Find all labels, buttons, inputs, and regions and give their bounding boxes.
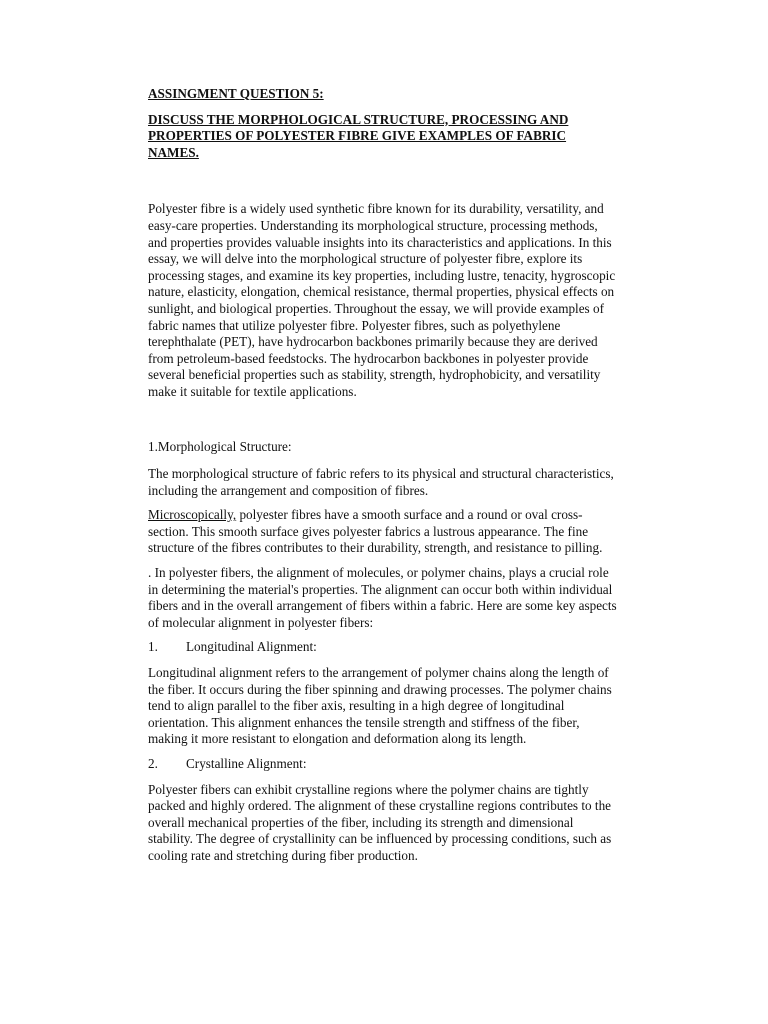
intro-paragraph: Polyester fibre is a widely used synthetic fibre known for its durability, versatility, and easy-care properties. Understanding its morphological structure, processing methods, and properties provides valuable insights into its characteristics and applications. In this essay, we will delve into the morphological structure of polyester fibre, explore its processing stages, and examine its key properties, including lustre, tenacity, hygroscopic nature, elasticity, elongation, chemical resistance, thermal properties, physical effects on sunlight, and biological properties. Throughout the essay, we will provide examples of fabric names that utilize polyester fibre. Polyester fibres, such as polyethylene terephthalate (PET), have hydrocarbon backbones primarily because they are derived from petroleum-based feedstocks. The hydrocarbon backbones in polyester provide several beneficial properties such as stability, strength, hydrophobicity, and versatility make it suitable for textile applications.	[148, 201, 616, 399]
section-heading-morphological-structure: 1.Morphological Structure:	[148, 438, 292, 454]
paragraph-microscopic-text: polyester fibres have a smooth surface and a round or oval cross-section. This smooth surface gives polyester fabrics a lustrous appearance. The fine structure of the fibres contributes to their durability, strength, and resistance to pilling.	[148, 507, 603, 556]
list-heading: Crystalline Alignment:	[186, 756, 307, 771]
paragraph-morphological-definition: The morphological structure of fabric refers to its physical and structural characteristics, including the arrangement and composition of fibres.	[148, 466, 614, 498]
paragraph-longitudinal-alignment: Longitudinal alignment refers to the arrangement of polymer chains along the length of the fiber. It occurs during the fiber spinning and drawing processes. The polymer chains tend to align parallel to the fiber axis, resulting in a high degree of longitudinal orientation. This alignment enhances the tensile strength and stiffness of the fiber, making it more resistant to elongation and deformation along its length.	[148, 665, 612, 747]
numbered-heading-crystalline	[148, 756, 620, 773]
list-number: 1.	[148, 639, 158, 655]
paragraph-crystalline-alignment: Polyester fibers can exhibit crystalline regions where the polymer chains are tightly packed and highly ordered. The alignment of these crystalline regions contributes to the overall mechanical properties of the fiber, including its strength and dimensional stability. The degree of crystallinity can be influenced by processing conditions, such as cooling rate and stretching during fiber production.	[148, 781, 612, 863]
assignment-heading: ASSINGMENT QUESTION 5:	[148, 86, 324, 101]
document-page	[148, 86, 620, 873]
assignment-title: DISCUSS THE MORPHOLOGICAL STRUCTURE, PROCESSING AND PROPERTIES OF POLYESTER FIBRE GIVE EXAMPLES OF FABRIC NAMES.	[148, 111, 569, 160]
list-heading: Longitudinal Alignment:	[186, 639, 317, 655]
paragraph-molecular-alignment: . In polyester fibers, the alignment of molecules, or polymer chains, plays a crucial role in determining the material's properties. The alignment can occur both within individual fibers and in the overall arrangement of fibers within a fabric. Here are some key aspects of molecular alignment in polyester fibers:	[148, 565, 617, 630]
paragraph-microscopic-structure	[148, 507, 620, 557]
underlined-lead-word: Microscopically,	[148, 507, 237, 523]
list-number: 2.	[148, 756, 158, 771]
numbered-heading-longitudinal	[148, 639, 620, 656]
